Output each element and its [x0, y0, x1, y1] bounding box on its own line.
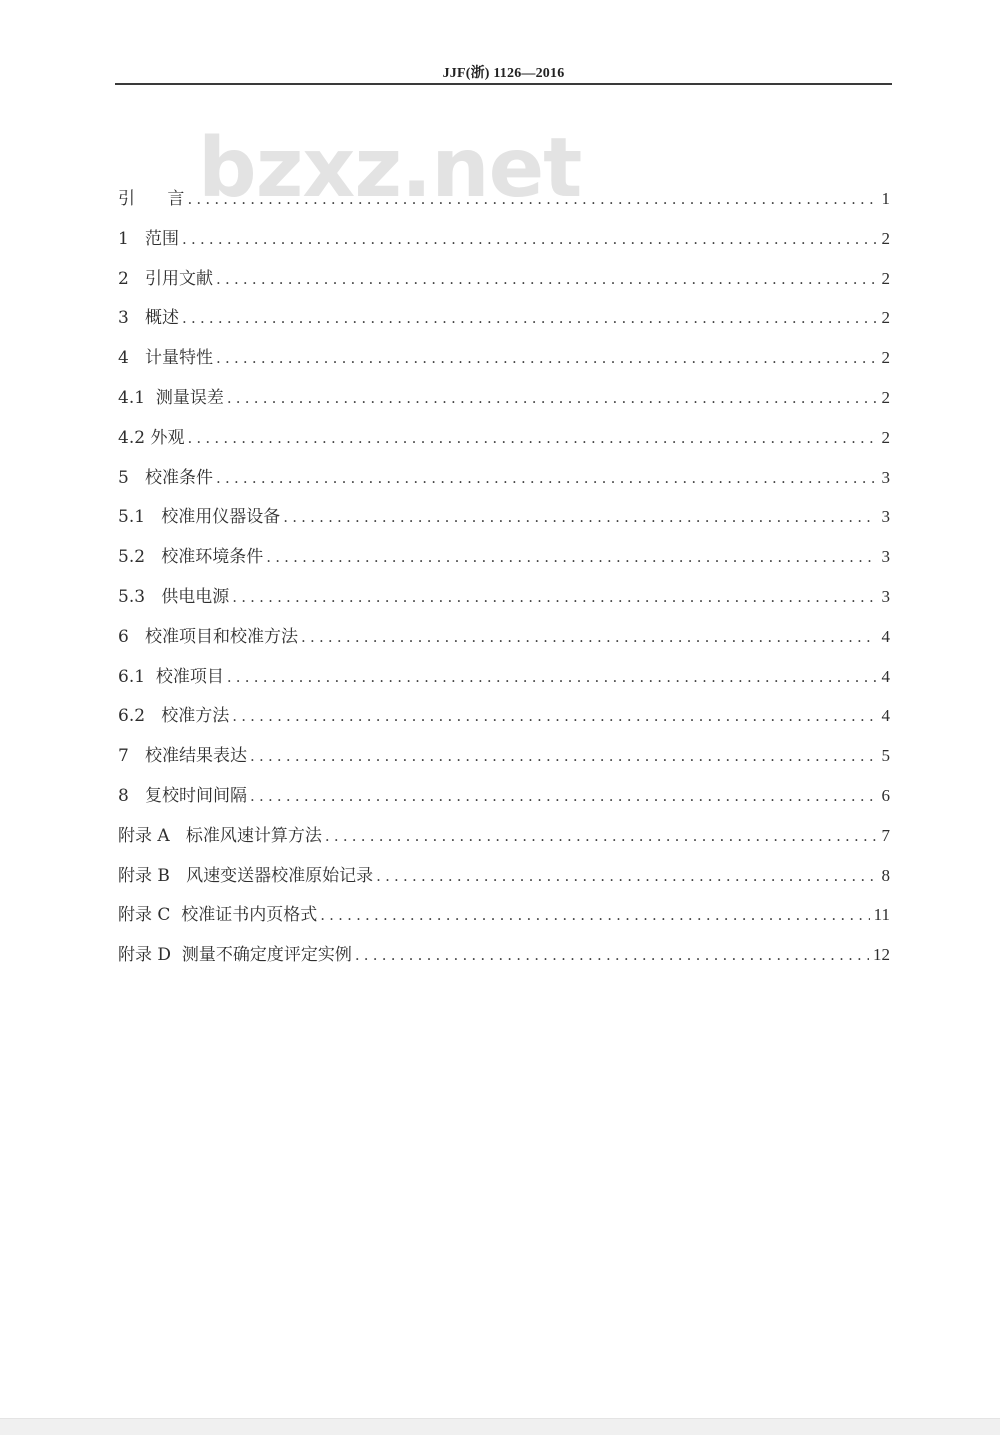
dot-leader	[250, 787, 876, 805]
toc-entry-page: 3	[881, 586, 890, 606]
dot-leader	[216, 349, 876, 367]
toc-entry-label: 附录 A 标准风速计算方法	[118, 825, 322, 846]
toc-entry-label: 1 范围	[118, 228, 180, 249]
toc-entry-label: 6.1 校准项目	[118, 666, 224, 687]
toc-entry-page: 7	[881, 825, 890, 845]
toc-entry-page: 2	[881, 268, 890, 288]
toc-entry-appendix-a[interactable]	[118, 821, 890, 861]
viewer-bottom-band	[0, 1418, 1000, 1435]
dot-leader	[182, 309, 876, 327]
toc-entry-4-2[interactable]	[118, 423, 890, 463]
toc-entry-label: 2 引用文献	[118, 268, 214, 289]
dot-leader	[187, 190, 876, 208]
toc-entry-6-1[interactable]	[118, 662, 890, 702]
toc-entry-6-2[interactable]	[118, 701, 890, 741]
toc-entry-page: 2	[881, 228, 890, 248]
dot-leader	[355, 946, 869, 964]
dot-leader	[325, 827, 876, 845]
toc-entry-page: 11	[873, 905, 890, 925]
header-rule	[115, 83, 892, 85]
dot-leader	[182, 230, 876, 248]
toc-entry-page: 6	[881, 785, 890, 805]
toc-entry-appendix-d[interactable]	[118, 940, 890, 980]
toc-entry-page: 8	[881, 865, 890, 885]
toc-entry-label: 5.1 校准用仪器设备	[118, 507, 281, 528]
toc-entry-page: 5	[881, 746, 890, 766]
toc-entry-4-1[interactable]	[118, 383, 890, 423]
dot-leader	[187, 429, 876, 447]
toc-entry-page: 4	[881, 666, 890, 686]
toc-entry-label: 4 计量特性	[118, 348, 214, 369]
toc-entry-label: 3 概述	[118, 308, 180, 329]
toc-entry-5-3[interactable]	[118, 582, 890, 622]
toc-entry-label: 5.2 校准环境条件	[118, 547, 264, 568]
dot-leader	[216, 469, 876, 487]
table-of-contents	[118, 184, 890, 980]
toc-entry-2[interactable]	[118, 264, 890, 304]
toc-entry-label: 5 校准条件	[118, 467, 214, 488]
toc-entry-page: 3	[881, 467, 890, 487]
page-header-standard-number: JJF(浙) 1126—2016	[442, 66, 565, 81]
toc-entry-5-1[interactable]	[118, 502, 890, 542]
toc-entry-label: 引 言	[118, 189, 185, 209]
dot-leader	[227, 668, 876, 686]
toc-entry-appendix-c[interactable]	[118, 900, 890, 940]
watermark: bzxz.net	[198, 121, 582, 216]
toc-entry-7[interactable]	[118, 741, 890, 781]
toc-entry-label: 附录 C 校准证书内页格式	[118, 905, 318, 926]
toc-entry-8[interactable]	[118, 781, 890, 821]
toc-entry-label: 4.2 外观	[118, 427, 185, 448]
toc-entry-page: 2	[881, 387, 890, 407]
toc-entry-label: 6.2 校准方法	[118, 706, 230, 727]
toc-entry-4[interactable]	[118, 343, 890, 383]
toc-entry-1[interactable]	[118, 224, 890, 264]
toc-entry-page: 4	[881, 626, 890, 646]
toc-entry-label: 5.3 供电电源	[118, 586, 230, 607]
dot-leader	[301, 628, 876, 646]
toc-entry-3[interactable]	[118, 303, 890, 343]
dot-leader	[266, 548, 876, 566]
toc-entry-page: 1	[881, 189, 890, 208]
dot-leader	[232, 588, 876, 606]
toc-entry-label: 7 校准结果表达	[118, 746, 248, 767]
toc-entry-page: 2	[881, 348, 890, 368]
toc-entry-page: 12	[873, 945, 890, 965]
toc-entry-page: 2	[881, 308, 890, 328]
toc-entry-label: 6 校准项目和校准方法	[118, 626, 299, 647]
dot-leader	[320, 906, 869, 924]
toc-entry-5[interactable]	[118, 463, 890, 503]
dot-leader	[283, 508, 876, 526]
toc-entry-page: 3	[881, 547, 890, 567]
toc-entry-label: 8 复校时间间隔	[118, 785, 248, 806]
dot-leader	[250, 747, 876, 765]
dot-leader	[232, 707, 876, 725]
dot-leader	[376, 867, 876, 885]
toc-entry-appendix-b[interactable]	[118, 861, 890, 901]
toc-entry-label: 附录 D 测量不确定度评定实例	[118, 945, 352, 966]
toc-entry-label: 附录 B 风速变送器校准原始记录	[118, 865, 374, 886]
toc-entry-6[interactable]	[118, 622, 890, 662]
toc-entry-label: 4.1 测量误差	[118, 387, 224, 408]
toc-entry-page: 2	[881, 427, 890, 447]
dot-leader	[216, 270, 876, 288]
dot-leader	[227, 389, 876, 407]
toc-entry-page: 3	[881, 507, 890, 527]
toc-entry-5-2[interactable]	[118, 542, 890, 582]
toc-entry-foreword[interactable]	[118, 184, 890, 224]
toc-entry-page: 4	[881, 706, 890, 726]
